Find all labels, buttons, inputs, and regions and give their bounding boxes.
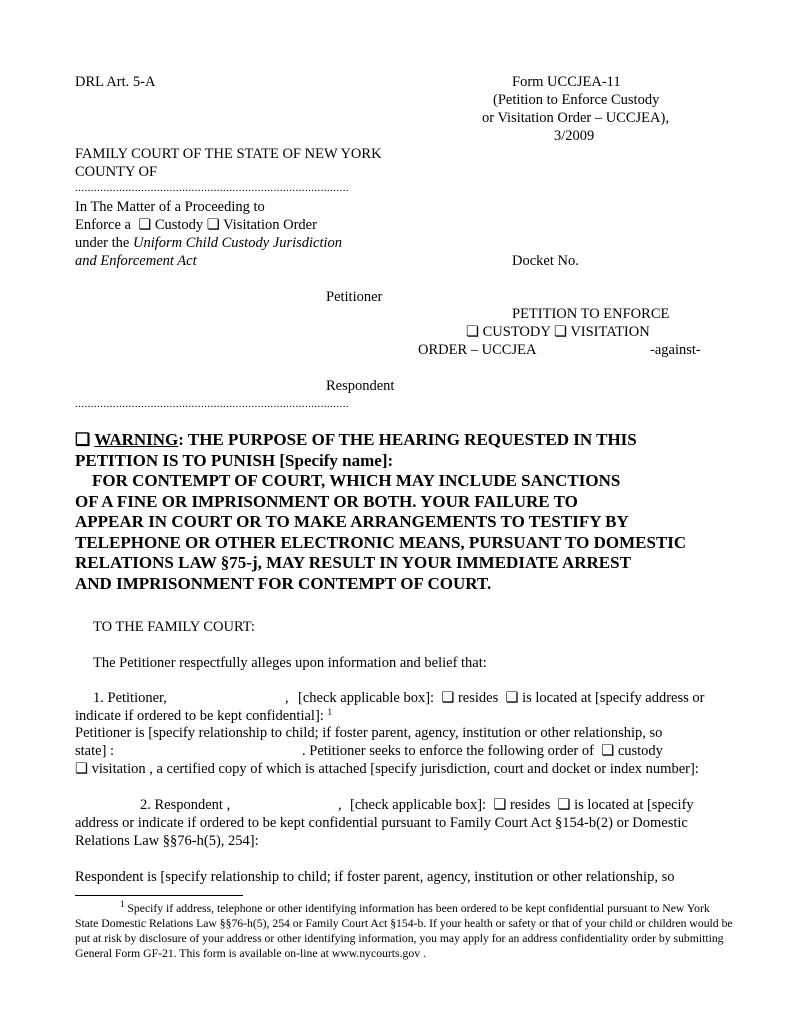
against-label: -against- bbox=[650, 342, 701, 358]
respondent-label: Respondent bbox=[326, 378, 395, 394]
p1-visitation-text: visitation , a certified copy of which is attached [specify jurisdiction, court and docket or index number]: bbox=[91, 761, 699, 777]
footnote-separator bbox=[75, 895, 243, 896]
p2-check-text: [check applicable box]: bbox=[350, 797, 487, 813]
p2-located-label: is located at [specify bbox=[574, 797, 694, 813]
p1-resides-checkbox-icon[interactable]: ❏ bbox=[441, 690, 455, 706]
p2-line3: Relations Law §§76-h(5), 254]: bbox=[75, 833, 259, 849]
p1-custody-label: custody bbox=[617, 743, 663, 759]
title-visitation-label: VISITATION bbox=[570, 324, 650, 340]
custody-label: Custody bbox=[154, 217, 204, 233]
footnote-text bbox=[75, 901, 735, 961]
warning-label: WARNING bbox=[94, 430, 179, 449]
matter-line: In The Matter of a Proceeding to bbox=[75, 199, 265, 215]
form-description-line2: or Visitation Order – UCCJEA), bbox=[482, 110, 669, 126]
footnote-number: 1 bbox=[120, 899, 125, 909]
p1-resides-label: resides bbox=[457, 690, 499, 706]
p3-line1: Respondent is [specify relationship to child; if foster parent, agency, institution or other relationship, so bbox=[75, 869, 675, 885]
form-date: 3/2009 bbox=[554, 128, 595, 144]
p1-located-checkbox-icon[interactable]: ❏ bbox=[505, 690, 519, 706]
p2-line2: address or indicate if ordered to be kept confidential pursuant to Family Court Act §154-b(2) or Domestic bbox=[75, 815, 688, 831]
warning-line4: OF A FINE OR IMPRISONMENT OR BOTH. YOUR FAILURE TO bbox=[75, 491, 578, 511]
p2-resides-checkbox-icon[interactable]: ❏ bbox=[493, 797, 507, 813]
warning-line1 bbox=[75, 430, 637, 451]
p1-comma: , bbox=[285, 690, 289, 706]
p2-respondent-label: 2. Respondent , bbox=[140, 797, 231, 813]
petition-title-line2 bbox=[466, 323, 650, 341]
p1-line2 bbox=[75, 707, 332, 725]
p1-located-label: is located at [specify address or bbox=[522, 690, 705, 706]
statute-reference: DRL Art. 5-A bbox=[75, 74, 156, 90]
p2-comma: , bbox=[338, 797, 342, 813]
form-description-line1: (Petition to Enforce Custody bbox=[493, 92, 660, 108]
visitation-checkbox-icon[interactable]: ❏ bbox=[206, 217, 220, 233]
warning-text-1: : THE PURPOSE OF THE HEARING REQUESTED IN THIS bbox=[178, 430, 637, 449]
act-line1 bbox=[75, 234, 342, 252]
court-name: FAMILY COURT OF THE STATE OF NEW YORK bbox=[75, 146, 382, 162]
footnote-body: Specify if address, telephone or other identifying information has been ordered to be kept confidential pursuant to New York State Domestic Relations Law §§76-h(5), 254 or Family Court Act §154-b. If your health or safety or that of your child or children would be put at risk by disclosure of your address or other identifying information, you may apply for an address confidentiality order by submitting General Form GF-21. This form is available on-line at www.nycourts.gov . bbox=[75, 902, 733, 960]
dotted-separator-top: ....................................................................................... bbox=[75, 182, 350, 194]
p1-state-label: state] : bbox=[75, 743, 115, 759]
p1-seeks-text: . Petitioner seeks to enforce the following order of bbox=[302, 743, 594, 759]
enforce-a-text: Enforce a bbox=[75, 217, 131, 233]
form-id: Form UCCJEA-11 bbox=[512, 74, 621, 90]
p1-check-text: [check applicable box]: bbox=[298, 690, 435, 706]
p2-located-checkbox-icon[interactable]: ❏ bbox=[557, 797, 571, 813]
title-custody-label: CUSTODY bbox=[482, 324, 551, 340]
warning-line6: TELEPHONE OR OTHER ELECTRONIC MEANS, PURSUANT TO DOMESTIC bbox=[75, 532, 687, 552]
p1-custody-checkbox-icon[interactable]: ❏ bbox=[601, 743, 615, 759]
warning-checkbox-icon[interactable]: ❏ bbox=[75, 430, 91, 449]
act-name-part1: Uniform Child Custody Jurisdiction bbox=[132, 235, 343, 251]
p2-check-line bbox=[350, 796, 694, 814]
p1-line5 bbox=[75, 760, 699, 778]
warning-line8: AND IMPRISONMENT FOR CONTEMPT OF COURT. bbox=[75, 573, 492, 593]
enforce-line bbox=[75, 216, 317, 234]
footnote-reference[interactable]: 1 bbox=[327, 707, 332, 717]
warning-line2: PETITION IS TO PUNISH [Specify name]: bbox=[75, 450, 394, 470]
visitation-order-label: Visitation Order bbox=[223, 217, 317, 233]
p1-visitation-checkbox-icon[interactable]: ❏ bbox=[75, 761, 88, 777]
petition-title-line1: PETITION TO ENFORCE bbox=[512, 306, 670, 322]
p1-line3: Petitioner is [specify relationship to child; if foster parent, agency, institution or other relationship, so bbox=[75, 725, 663, 741]
p1-petitioner-label: 1. Petitioner, bbox=[93, 690, 167, 706]
p1-line2-text: indicate if ordered to be kept confidential]: bbox=[75, 708, 324, 724]
p1-check-line bbox=[298, 689, 704, 707]
custody-checkbox-icon[interactable]: ❏ bbox=[138, 217, 152, 233]
under-the-text: under the bbox=[75, 235, 130, 251]
warning-line7: RELATIONS LAW §75-j, MAY RESULT IN YOUR IMMEDIATE ARREST bbox=[75, 553, 631, 572]
act-name-part2: and Enforcement Act bbox=[75, 253, 197, 269]
p2-resides-label: resides bbox=[509, 797, 551, 813]
to-family-court: TO THE FAMILY COURT: bbox=[93, 619, 255, 635]
petitioner-alleges: The Petitioner respectfully alleges upon information and belief that: bbox=[93, 655, 487, 671]
warning-line3: FOR CONTEMPT OF COURT, WHICH MAY INCLUDE SANCTIONS bbox=[92, 471, 621, 490]
dotted-separator-bottom: ....................................................................................... bbox=[75, 398, 350, 410]
county-label: COUNTY OF bbox=[75, 164, 158, 180]
petition-title-line3: ORDER – UCCJEA bbox=[418, 342, 537, 358]
p1-line4 bbox=[302, 742, 663, 760]
warning-line5: APPEAR IN COURT OR TO MAKE ARRANGEMENTS TO TESTIFY BY bbox=[75, 512, 629, 531]
petitioner-label: Petitioner bbox=[326, 289, 383, 305]
docket-number-label: Docket No. bbox=[512, 253, 579, 269]
title-visitation-checkbox-icon[interactable]: ❏ bbox=[553, 324, 567, 340]
title-custody-checkbox-icon[interactable]: ❏ bbox=[466, 324, 479, 340]
